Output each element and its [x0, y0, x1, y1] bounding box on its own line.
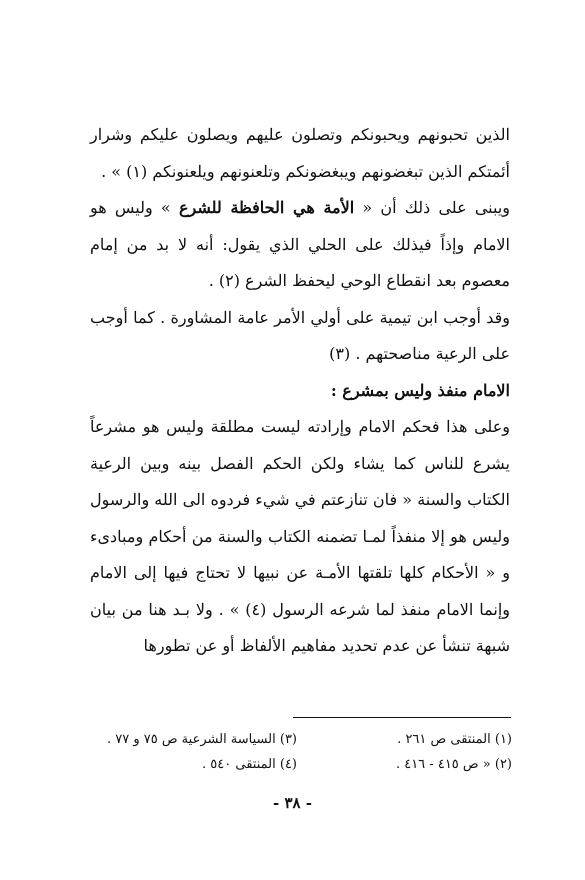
paragraph-1-line-1: الذين تحبونهم ويحبونكم وتصلون عليهم ويصلون عليكم وشرار: [90, 125, 510, 144]
paragraph-2-intro: ويبنى على ذلك أن «: [354, 198, 511, 217]
paragraph-2-rest: » وليس هو الامام وإذاً فيذلك على الحلي الذي يقول: أنه لا بد من إمام معصوم بعد انقطاع الوحي ليحفظ الشرع (٢) .: [90, 198, 510, 290]
paragraph-3: وقد أوجب ابن تيمية على أولي الأمر عامة المشاورة . كما أوجب على الرعية مناصحتهم . (٣): [90, 307, 510, 363]
body-text: [90, 117, 510, 665]
footnotes: [86, 727, 512, 777]
paragraph-1: [90, 117, 510, 190]
bold-phrase: الأمة هي الحافظة للشرع: [178, 198, 355, 217]
paragraph-4: وعلى هذا فحكم الامام وإرادته ليست مطلقة وليس هو مشرعاً يشرع للناس كما يشاء ولكن الحكم الفصل بينه وبين الرعية الكتاب والسنة « فان تنازعتم في شيء فردوه الى الله والرسول وليس هو إلا منفذاً لمـا تضمنه الكتاب والسنة من أحكام ومبادىء و « الأحكام كلها تلقتها الأمـة عن نبيها لا تحتاج فيها إلى الامام وإنما الامام منفذ لما شرعه الرسول (٤) » . ولا بـد هنا من بيان شبهة تنشأ عن عدم تحديد مفاهيم الألفاظ أو عن تطورها: [90, 417, 511, 655]
footnote-2: (٢) « ص ٤١٥ - ٤١٦ .: [395, 757, 512, 772]
footnote-3: (٣) السياسة الشرعية ص ٧٥ و ٧٧ .: [106, 732, 297, 747]
footnote-1: (١) المنتقى ص ٢٦١ .: [397, 732, 512, 747]
paragraph-1-line-2: أئمتكم الذين تبغضونهم ويبغضونكم وتلعنونهم ويلعنونكم (١) » .: [101, 161, 510, 181]
paragraph-2: [90, 190, 510, 300]
footnote-row: [86, 752, 512, 777]
section-heading: الامام منفذ وليس بمشرع :: [330, 380, 510, 400]
footnote-divider: [293, 717, 511, 718]
footnote-row: [86, 727, 512, 752]
page-number: - ٣٨ -: [272, 794, 313, 812]
footnote-4: (٤) المنتقى ٥٤٠ .: [202, 757, 297, 772]
